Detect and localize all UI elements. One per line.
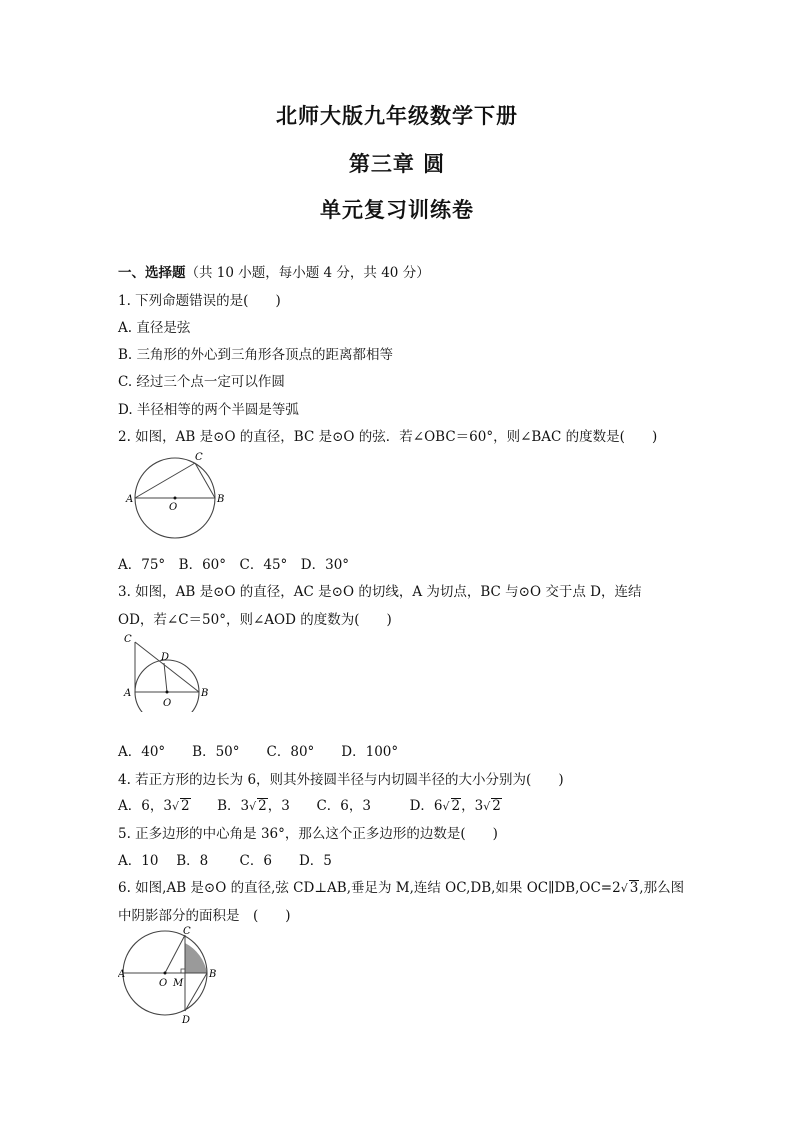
q3-radius-od (164, 663, 167, 692)
q6-radius-oc (165, 935, 185, 973)
q1-stem: 1. 下列命题错误的是( ) (118, 293, 281, 309)
q5-options: A．10 B．8 C．6 D．5 (118, 853, 332, 869)
title-line-3: 单元复习训练卷 (320, 197, 474, 222)
q4-stem: 4. 若正方形的边长为 6，则其外接圆半径与内切圆半径的大小分别为( ) (118, 772, 564, 788)
section-name: 选择题 (145, 265, 186, 281)
section-number: 一、 (118, 265, 145, 281)
q3-label-o: O (163, 698, 172, 709)
q3-figure (118, 630, 218, 712)
q3-label-c: C (124, 634, 132, 645)
q4-options (118, 794, 502, 814)
q1-option-a: A. 直径是弦 (118, 320, 191, 336)
q4-option-d: D．6√ 2，3√ 2 (409, 798, 501, 814)
q6-label-a: A (118, 969, 126, 980)
q3-options: A．40° B．50° C．80° D．100° (118, 744, 399, 760)
q2-center-point (174, 497, 177, 500)
q2-chord-ac (135, 463, 195, 498)
sqrt-sign: √ (442, 800, 450, 813)
section-heading (118, 261, 430, 281)
q2-options: A．75° B．60° C．45° D．30° (118, 557, 350, 573)
q3-stem-line-1: 3. 如图，AB 是⊙O 的直径，AC 是⊙O 的切线，A 为切点，BC 与⊙O 交于点 D，连结 (118, 584, 642, 600)
q4-option-a: A．6，3√ 2 (118, 798, 190, 814)
q3-line-cb (135, 642, 199, 692)
q2-stem: 2. 如图，AB 是⊙O 的直径，BC 是⊙O 的弦．若∠OBC＝60°，则∠BAC 的度数是( ) (118, 429, 658, 445)
q6-right-angle-mark (181, 969, 185, 973)
q6-center-point (164, 972, 167, 975)
q2-label-c: C (195, 452, 203, 463)
q6-chord-db (185, 973, 207, 1011)
q2-label-b: B (217, 494, 225, 505)
q1-option-c: C. 经过三个点一定可以作圆 (118, 374, 285, 390)
q3-stem-line-2: OD，若∠C＝50°，则∠AOD 的度数为( ) (118, 612, 392, 628)
q1-option-d: D. 半径相等的两个半圆是等弧 (118, 402, 299, 418)
sqrt-sign: √ (171, 800, 179, 813)
q3-center-point (166, 691, 169, 694)
q5-stem: 5. 正多边形的中心角是 36°，那么这个正多边形的边数是( ) (118, 826, 498, 842)
q3-label-b: B (201, 688, 209, 699)
q2-figure (118, 448, 238, 544)
q6-figure (118, 925, 224, 1025)
section-desc: （共 10 小题，每小题 4 分，共 40 分） (185, 265, 430, 281)
sqrt-sign: √ (483, 800, 491, 813)
sqrt-sign: √ (620, 882, 628, 895)
q3-label-d: D (161, 652, 170, 663)
q2-label-o: O (169, 502, 178, 513)
title-line-1: 北师大版九年级数学下册 (276, 103, 518, 128)
q4-option-b: B．3√ 2，3 (217, 798, 290, 814)
sqrt-sign: √ (249, 800, 257, 813)
q6-stem-line-2: 中阴影部分的面积是 ( ) (118, 908, 291, 924)
q3-label-a: A (124, 688, 132, 699)
q6-stem-line-1: 6. 如图,AB 是⊙O 的直径,弦 CD⊥AB,垂足为 M,连结 OC,DB,如果 OC∥DB,OC=2√ 3,那么图 (118, 880, 685, 896)
q4-option-c: C．6，3 (316, 798, 371, 814)
q1-option-b: B. 三角形的外心到三角形各顶点的距离都相等 (118, 347, 394, 363)
title-line-2: 第三章 圆 (348, 151, 446, 176)
q6-label-c: C (183, 926, 191, 937)
q2-label-a: A (126, 494, 134, 505)
q2-chord-bc (195, 463, 215, 498)
q6-label-d: D (182, 1015, 191, 1025)
q6-label-o: O (159, 978, 168, 989)
q6-label-m: M (173, 978, 184, 989)
q6-label-b: B (209, 969, 217, 980)
